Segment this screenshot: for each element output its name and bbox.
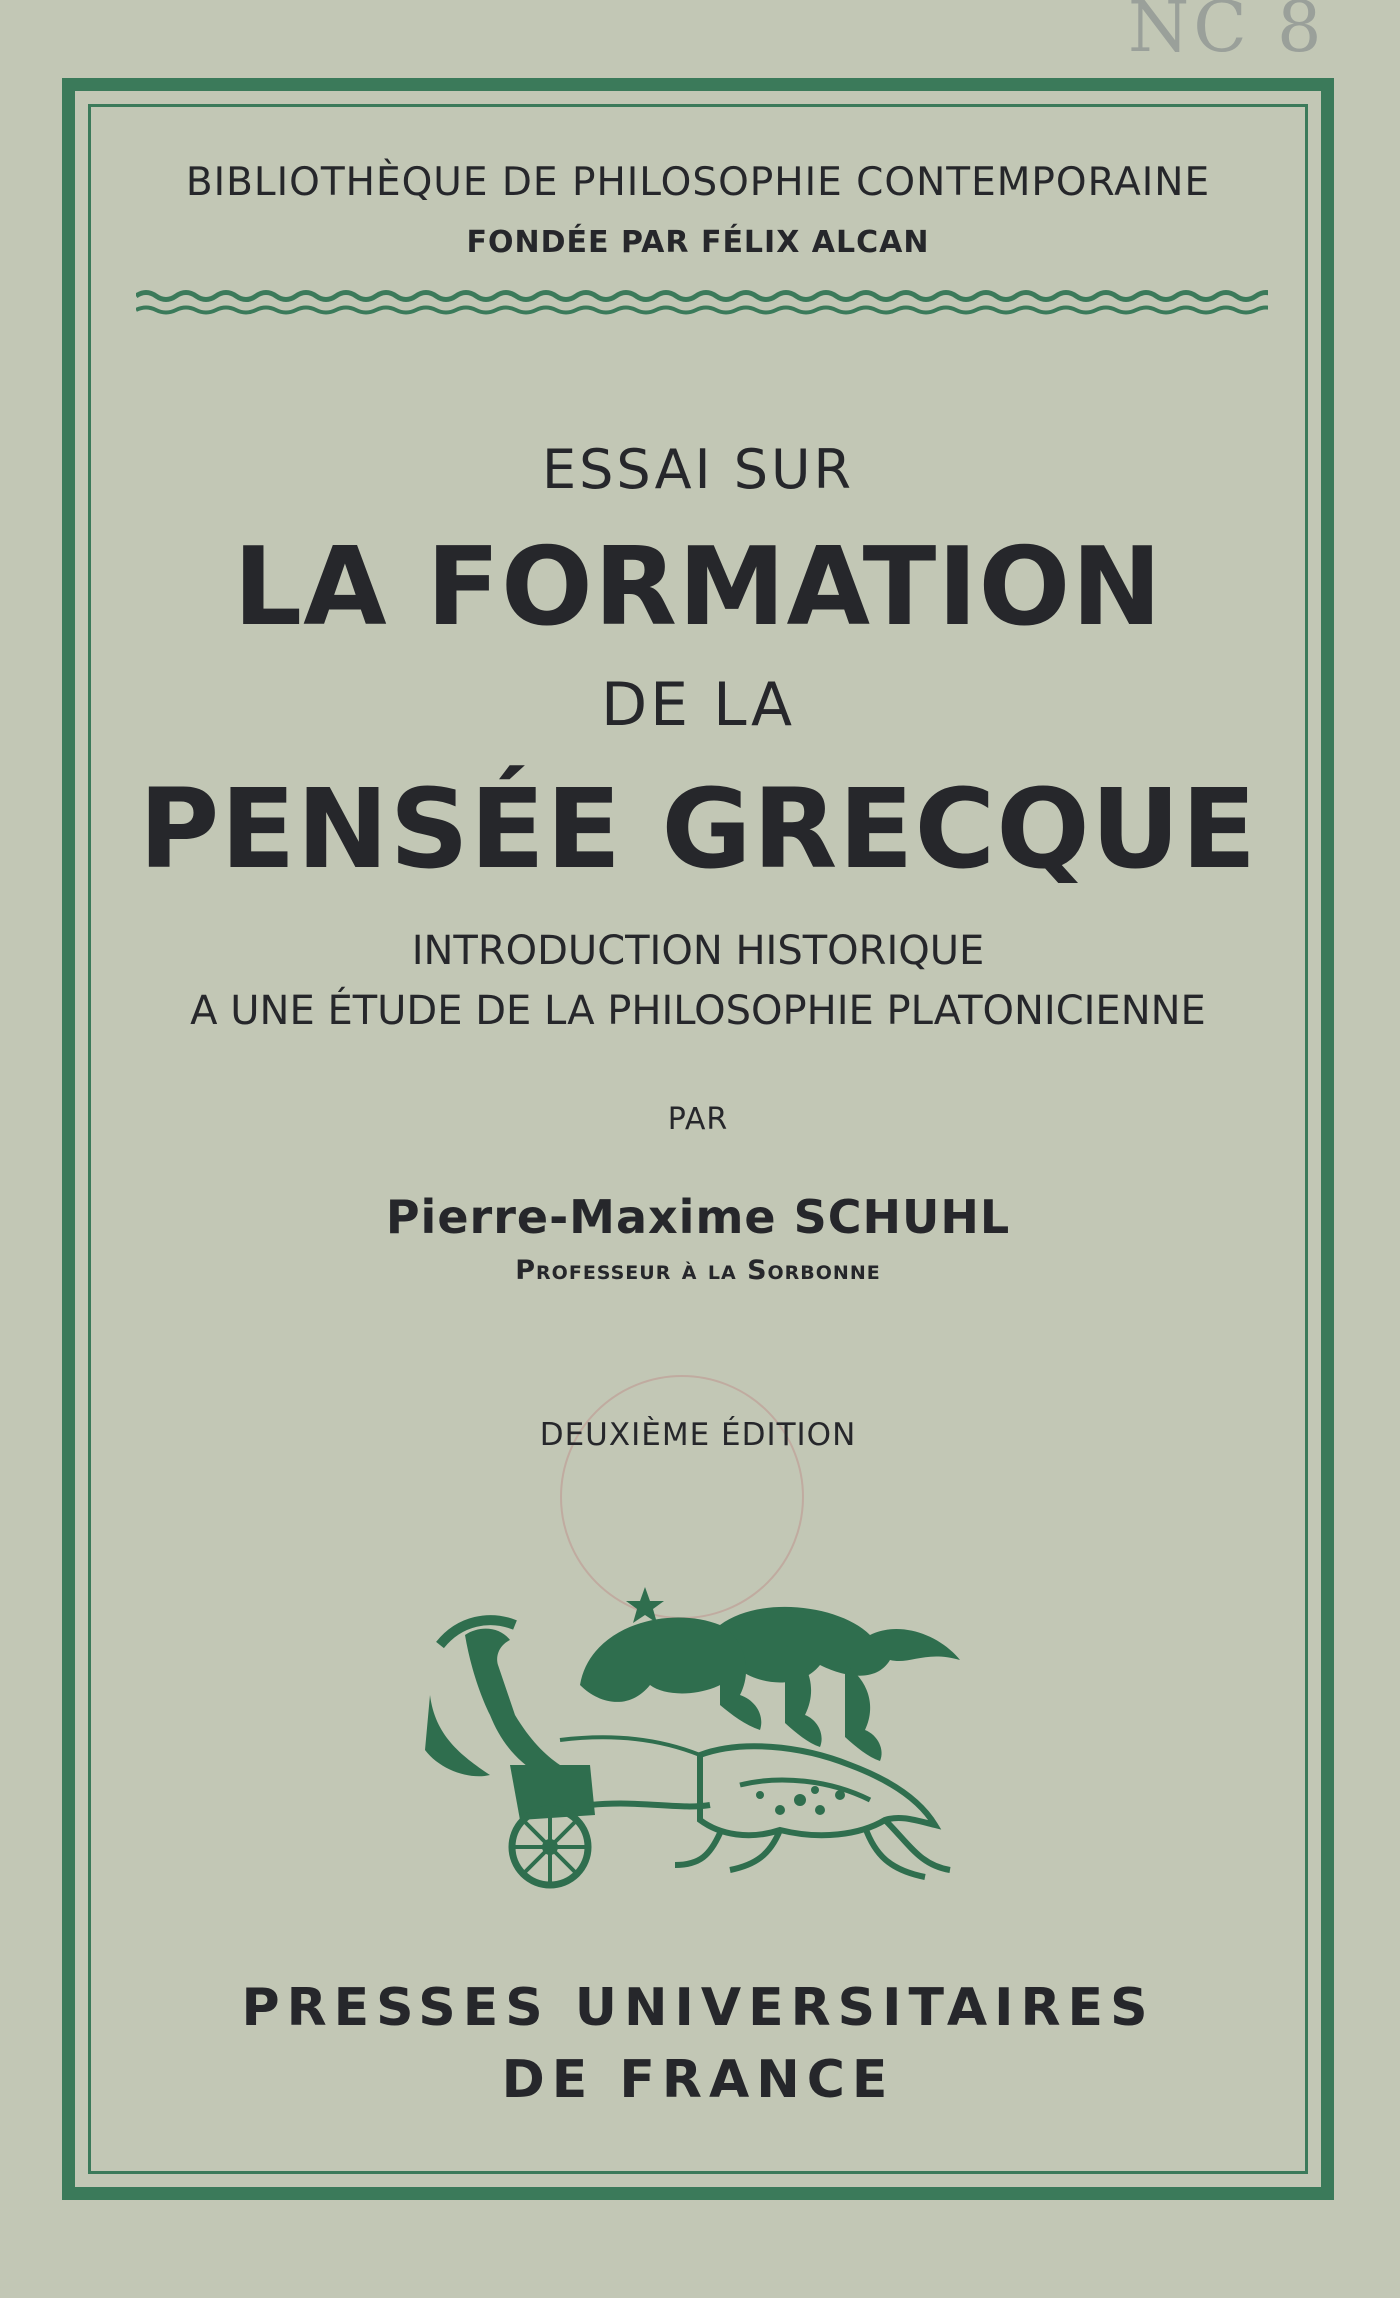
series-title: BIBLIOTHÈQUE DE PHILOSOPHIE CONTEMPORAINE [185,160,1211,205]
title-connector: DE LA [600,670,796,740]
title-line-2: PENSÉE GRECQUE [138,765,1258,893]
publisher-line-2: DE FRANCE [501,2050,895,2110]
handwritten-shelfmark: NC 8 [1128,0,1326,68]
by-label: PAR [667,1102,729,1137]
chariot-with-horses-emblem-icon [420,1565,980,1895]
series-founder: FONDÉE PAR FÉLIX ALCAN [466,225,930,260]
edition-label: DEUXIÈME ÉDITION [539,1417,857,1453]
author-name: Pierre-Maxime SCHUHL [385,1190,1011,1244]
pre-title: ESSAI SUR [541,438,855,501]
author-role: Professeur à la Sorbonne [515,1255,881,1286]
publisher-line-1: PRESSES UNIVERSITAIRES [241,1978,1155,2038]
wave-divider-icon [136,282,1268,322]
subtitle-line-2: A UNE ÉTUDE DE LA PHILOSOPHIE PLATONICIENNE [190,988,1206,1034]
subtitle-line-1: INTRODUCTION HISTORIQUE [411,928,985,974]
title-line-1: LA FORMATION [233,525,1163,650]
